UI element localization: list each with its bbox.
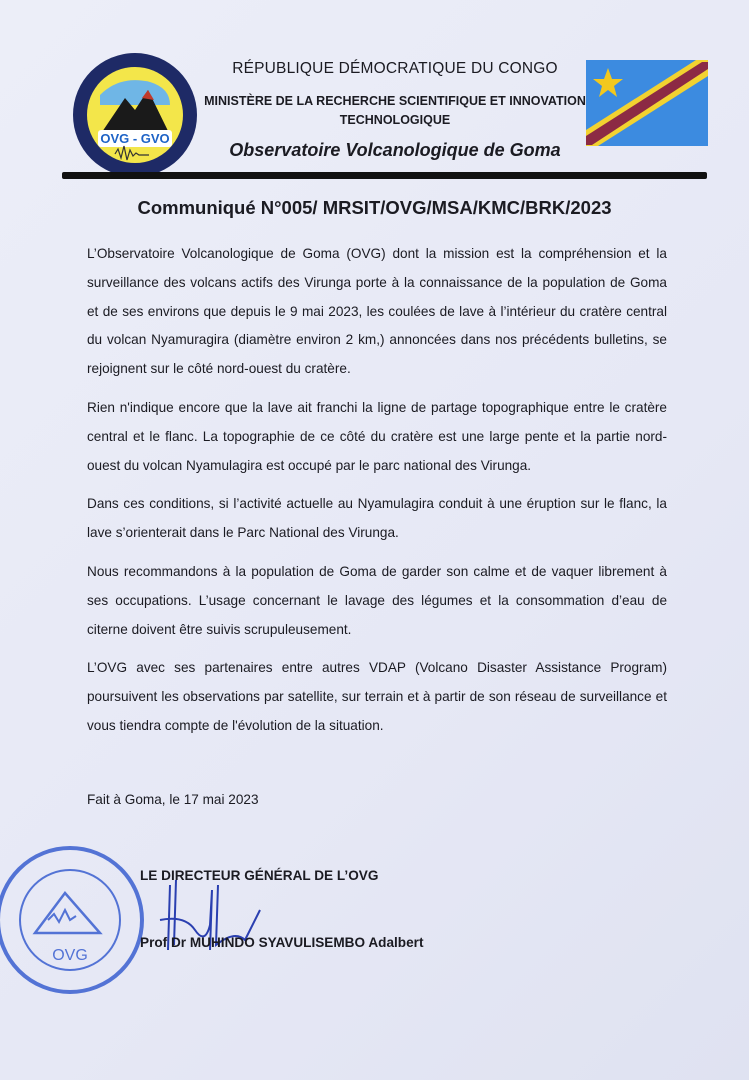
paragraph: Rien n'indique encore que la lave ait franchi la ligne de partage topographique entre le cratère central et le flanc. La topographie de ce côté du cratère est une large pente et la partie nord-ouest du volcan Nyamulagira est occupé par le parc national des Virunga. <box>87 399 667 473</box>
paragraph: Nous recommandons à la population de Goma de garder son calme et de vaquer librement à ses occupations. L’usage concernant le lavage des légumes et la consommation d’eau de citerne doivent être suivis scrupuleusement. <box>87 563 667 637</box>
signatory-title: LE DIRECTEUR GÉNÉRAL DE L’OVG <box>140 868 379 883</box>
country-name: RÉPUBLIQUE DÉMOCRATIQUE DU CONGO <box>232 60 558 77</box>
paragraph: L’OVG avec ses partenaires entre autres VDAP (Volcano Disaster Assistance Program) poursuivent les observations par satellite, sur terrain et à partir de son réseau de surveillance et vous tiendra compte de l'évolution de la situation. <box>87 660 667 733</box>
paragraph: L’Observatoire Volcanologique de Goma (OVG) dont la mission est la compréhension et la surveillance des volcans actifs des Virunga porte à la connaissance de la population de Goma et de ses environs que depuis le 9 mai 2023, les coulées de lave à l’intérieur du cratère central du volcan Nyamuragira (diamètre environ 2 km,) annoncées dans nos précédents bulletins, se rejoignent sur le côté nord-ouest du cratère. <box>87 246 667 377</box>
ovg-logo <box>70 50 200 180</box>
communique-title: Communiqué N°005/ MRSIT/OVG/MSA/KMC/BRK/2023 <box>137 197 612 218</box>
signatory-name: Prof Dr MUHINDO SYAVULISEMBO Adalbert <box>140 935 424 950</box>
logo-text: OVG - GVO <box>100 131 170 146</box>
paragraph: Dans ces conditions, si l’activité actuelle au Nyamulagira conduit à une éruption sur le flanc, la lave s’orienterait dans le Parc National des Virunga. <box>87 496 667 541</box>
drc-flag <box>586 60 708 146</box>
institution-name: Observatoire Volcanologique de Goma <box>229 140 561 160</box>
official-stamp <box>0 838 160 998</box>
place-date: Fait à Goma, le 17 mai 2023 <box>87 792 259 807</box>
ministry-name: MINISTÈRE DE LA RECHERCHE SCIENTIFIQUE ET INNOVATION TECHNOLOGIQUE <box>204 94 586 127</box>
header-rule <box>62 172 707 179</box>
svg-text:OVG: OVG <box>52 947 88 964</box>
communique-body <box>87 240 667 751</box>
